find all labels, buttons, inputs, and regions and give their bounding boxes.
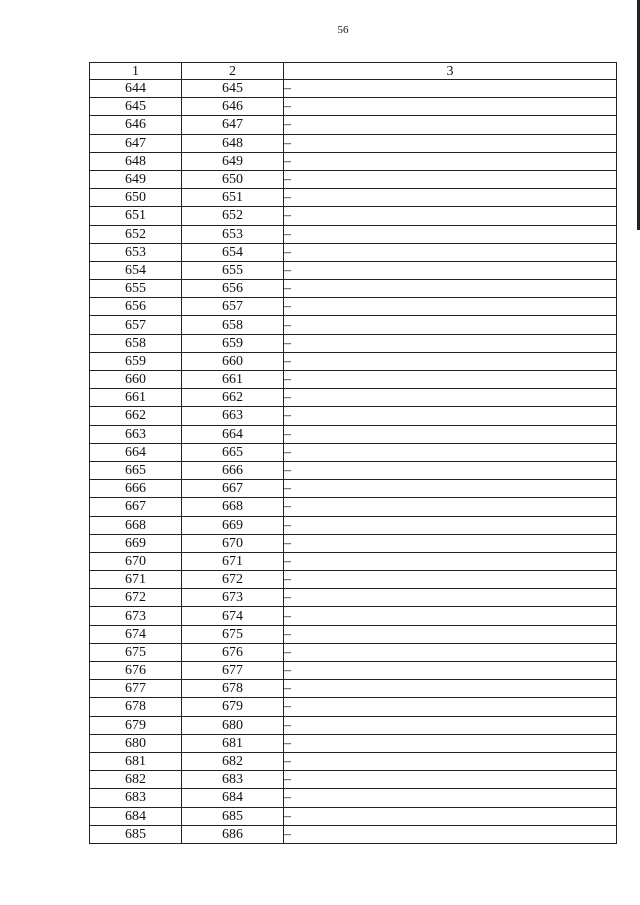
- cell-col-2: 665: [182, 443, 284, 461]
- table-row: [90, 789, 617, 807]
- table-row: [90, 698, 617, 716]
- cell-col-1: 673: [90, 607, 182, 625]
- cell-col-1: 665: [90, 461, 182, 479]
- table-row: [90, 461, 617, 479]
- cell-col-1: 648: [90, 152, 182, 170]
- cell-col-3: –: [284, 807, 617, 825]
- table-row: [90, 261, 617, 279]
- cell-col-1: 669: [90, 534, 182, 552]
- cell-col-2: 650: [182, 170, 284, 188]
- table-row: [90, 589, 617, 607]
- cell-col-3: –: [284, 498, 617, 516]
- cell-col-2: 683: [182, 771, 284, 789]
- cell-col-2: 668: [182, 498, 284, 516]
- cell-col-3: –: [284, 825, 617, 843]
- cell-col-2: 653: [182, 225, 284, 243]
- cell-col-2: 657: [182, 298, 284, 316]
- cell-col-1: 668: [90, 516, 182, 534]
- table-row: [90, 334, 617, 352]
- column-header-3: 3: [284, 63, 617, 80]
- cell-col-2: 661: [182, 371, 284, 389]
- table-row: [90, 352, 617, 370]
- cell-col-3: –: [284, 152, 617, 170]
- table-row: [90, 662, 617, 680]
- cell-col-2: 647: [182, 116, 284, 134]
- cell-col-3: –: [284, 752, 617, 770]
- table-row: [90, 225, 617, 243]
- table-row: [90, 443, 617, 461]
- cell-col-2: 663: [182, 407, 284, 425]
- cell-col-2: 666: [182, 461, 284, 479]
- cell-col-3: –: [284, 480, 617, 498]
- cell-col-2: 673: [182, 589, 284, 607]
- cell-col-1: 670: [90, 552, 182, 570]
- table-row: [90, 752, 617, 770]
- cell-col-2: 651: [182, 189, 284, 207]
- cell-col-1: 685: [90, 825, 182, 843]
- table-row: [90, 389, 617, 407]
- table-row: [90, 680, 617, 698]
- cell-col-3: –: [284, 116, 617, 134]
- cell-col-1: 672: [90, 589, 182, 607]
- cell-col-3: –: [284, 243, 617, 261]
- table-row: [90, 116, 617, 134]
- cell-col-1: 677: [90, 680, 182, 698]
- table-row: [90, 516, 617, 534]
- cell-col-1: 652: [90, 225, 182, 243]
- cell-col-2: 655: [182, 261, 284, 279]
- table-row: [90, 571, 617, 589]
- cell-col-3: –: [284, 425, 617, 443]
- cell-col-3: –: [284, 625, 617, 643]
- table-body: [90, 80, 617, 844]
- table-row: [90, 407, 617, 425]
- cell-col-2: 676: [182, 643, 284, 661]
- table-row: [90, 480, 617, 498]
- table-row: [90, 716, 617, 734]
- cell-col-3: –: [284, 443, 617, 461]
- table-row: [90, 552, 617, 570]
- cell-col-1: 676: [90, 662, 182, 680]
- cell-col-1: 657: [90, 316, 182, 334]
- cell-col-2: 671: [182, 552, 284, 570]
- table-row: [90, 825, 617, 843]
- cell-col-3: –: [284, 189, 617, 207]
- cell-col-1: 682: [90, 771, 182, 789]
- cell-col-1: 659: [90, 352, 182, 370]
- table-row: [90, 298, 617, 316]
- cell-col-1: 671: [90, 571, 182, 589]
- cell-col-1: 653: [90, 243, 182, 261]
- cell-col-2: 659: [182, 334, 284, 352]
- table-row: [90, 625, 617, 643]
- data-table: [89, 62, 617, 844]
- cell-col-2: 678: [182, 680, 284, 698]
- cell-col-2: 682: [182, 752, 284, 770]
- cell-col-2: 658: [182, 316, 284, 334]
- cell-col-2: 646: [182, 98, 284, 116]
- cell-col-2: 645: [182, 80, 284, 98]
- table-row: [90, 771, 617, 789]
- cell-col-1: 645: [90, 98, 182, 116]
- cell-col-2: 680: [182, 716, 284, 734]
- page-number: 56: [337, 24, 349, 36]
- cell-col-3: –: [284, 80, 617, 98]
- table-row: [90, 207, 617, 225]
- cell-col-2: 681: [182, 734, 284, 752]
- cell-col-1: 647: [90, 134, 182, 152]
- cell-col-1: 662: [90, 407, 182, 425]
- cell-col-3: –: [284, 316, 617, 334]
- cell-col-3: –: [284, 134, 617, 152]
- table-row: [90, 243, 617, 261]
- cell-col-3: –: [284, 534, 617, 552]
- cell-col-1: 681: [90, 752, 182, 770]
- cell-col-3: –: [284, 771, 617, 789]
- cell-col-2: 684: [182, 789, 284, 807]
- cell-col-2: 674: [182, 607, 284, 625]
- cell-col-1: 644: [90, 80, 182, 98]
- cell-col-2: 664: [182, 425, 284, 443]
- cell-col-1: 654: [90, 261, 182, 279]
- cell-col-1: 683: [90, 789, 182, 807]
- cell-col-1: 655: [90, 280, 182, 298]
- cell-col-2: 648: [182, 134, 284, 152]
- cell-col-2: 667: [182, 480, 284, 498]
- table-row: [90, 607, 617, 625]
- cell-col-1: 680: [90, 734, 182, 752]
- cell-col-1: 658: [90, 334, 182, 352]
- cell-col-2: 654: [182, 243, 284, 261]
- cell-col-1: 667: [90, 498, 182, 516]
- cell-col-3: –: [284, 461, 617, 479]
- cell-col-1: 650: [90, 189, 182, 207]
- cell-col-3: –: [284, 589, 617, 607]
- table-row: [90, 189, 617, 207]
- column-header-1: 1: [90, 63, 182, 80]
- cell-col-3: –: [284, 407, 617, 425]
- cell-col-3: –: [284, 516, 617, 534]
- cell-col-3: –: [284, 389, 617, 407]
- table-row: [90, 316, 617, 334]
- cell-col-3: –: [284, 789, 617, 807]
- table-row: [90, 371, 617, 389]
- cell-col-1: 663: [90, 425, 182, 443]
- column-header-2: 2: [182, 63, 284, 80]
- cell-col-1: 649: [90, 170, 182, 188]
- table-header-row: [90, 63, 617, 80]
- table-row: [90, 152, 617, 170]
- cell-col-3: –: [284, 716, 617, 734]
- cell-col-3: –: [284, 298, 617, 316]
- cell-col-3: –: [284, 571, 617, 589]
- cell-col-3: –: [284, 98, 617, 116]
- table-row: [90, 643, 617, 661]
- cell-col-3: –: [284, 334, 617, 352]
- cell-col-3: –: [284, 734, 617, 752]
- cell-col-1: 660: [90, 371, 182, 389]
- cell-col-3: –: [284, 352, 617, 370]
- table-row: [90, 734, 617, 752]
- cell-col-3: –: [284, 662, 617, 680]
- cell-col-2: 652: [182, 207, 284, 225]
- cell-col-1: 664: [90, 443, 182, 461]
- cell-col-1: 666: [90, 480, 182, 498]
- cell-col-3: –: [284, 207, 617, 225]
- cell-col-3: –: [284, 280, 617, 298]
- cell-col-1: 656: [90, 298, 182, 316]
- cell-col-2: 675: [182, 625, 284, 643]
- table-row: [90, 534, 617, 552]
- cell-col-2: 677: [182, 662, 284, 680]
- cell-col-2: 656: [182, 280, 284, 298]
- cell-col-2: 686: [182, 825, 284, 843]
- cell-col-1: 675: [90, 643, 182, 661]
- cell-col-2: 679: [182, 698, 284, 716]
- cell-col-1: 661: [90, 389, 182, 407]
- cell-col-2: 685: [182, 807, 284, 825]
- cell-col-2: 662: [182, 389, 284, 407]
- cell-col-1: 678: [90, 698, 182, 716]
- table-row: [90, 170, 617, 188]
- cell-col-1: 674: [90, 625, 182, 643]
- table-row: [90, 80, 617, 98]
- cell-col-3: –: [284, 607, 617, 625]
- cell-col-3: –: [284, 170, 617, 188]
- cell-col-1: 651: [90, 207, 182, 225]
- cell-col-3: –: [284, 225, 617, 243]
- cell-col-1: 646: [90, 116, 182, 134]
- table-row: [90, 498, 617, 516]
- table-row: [90, 280, 617, 298]
- cell-col-3: –: [284, 552, 617, 570]
- cell-col-3: –: [284, 698, 617, 716]
- cell-col-3: –: [284, 261, 617, 279]
- cell-col-1: 684: [90, 807, 182, 825]
- cell-col-2: 670: [182, 534, 284, 552]
- cell-col-2: 649: [182, 152, 284, 170]
- table-row: [90, 98, 617, 116]
- cell-col-3: –: [284, 371, 617, 389]
- cell-col-1: 679: [90, 716, 182, 734]
- cell-col-2: 669: [182, 516, 284, 534]
- cell-col-2: 660: [182, 352, 284, 370]
- table-row: [90, 807, 617, 825]
- cell-col-2: 672: [182, 571, 284, 589]
- table-row: [90, 134, 617, 152]
- table-row: [90, 425, 617, 443]
- cell-col-3: –: [284, 643, 617, 661]
- cell-col-3: –: [284, 680, 617, 698]
